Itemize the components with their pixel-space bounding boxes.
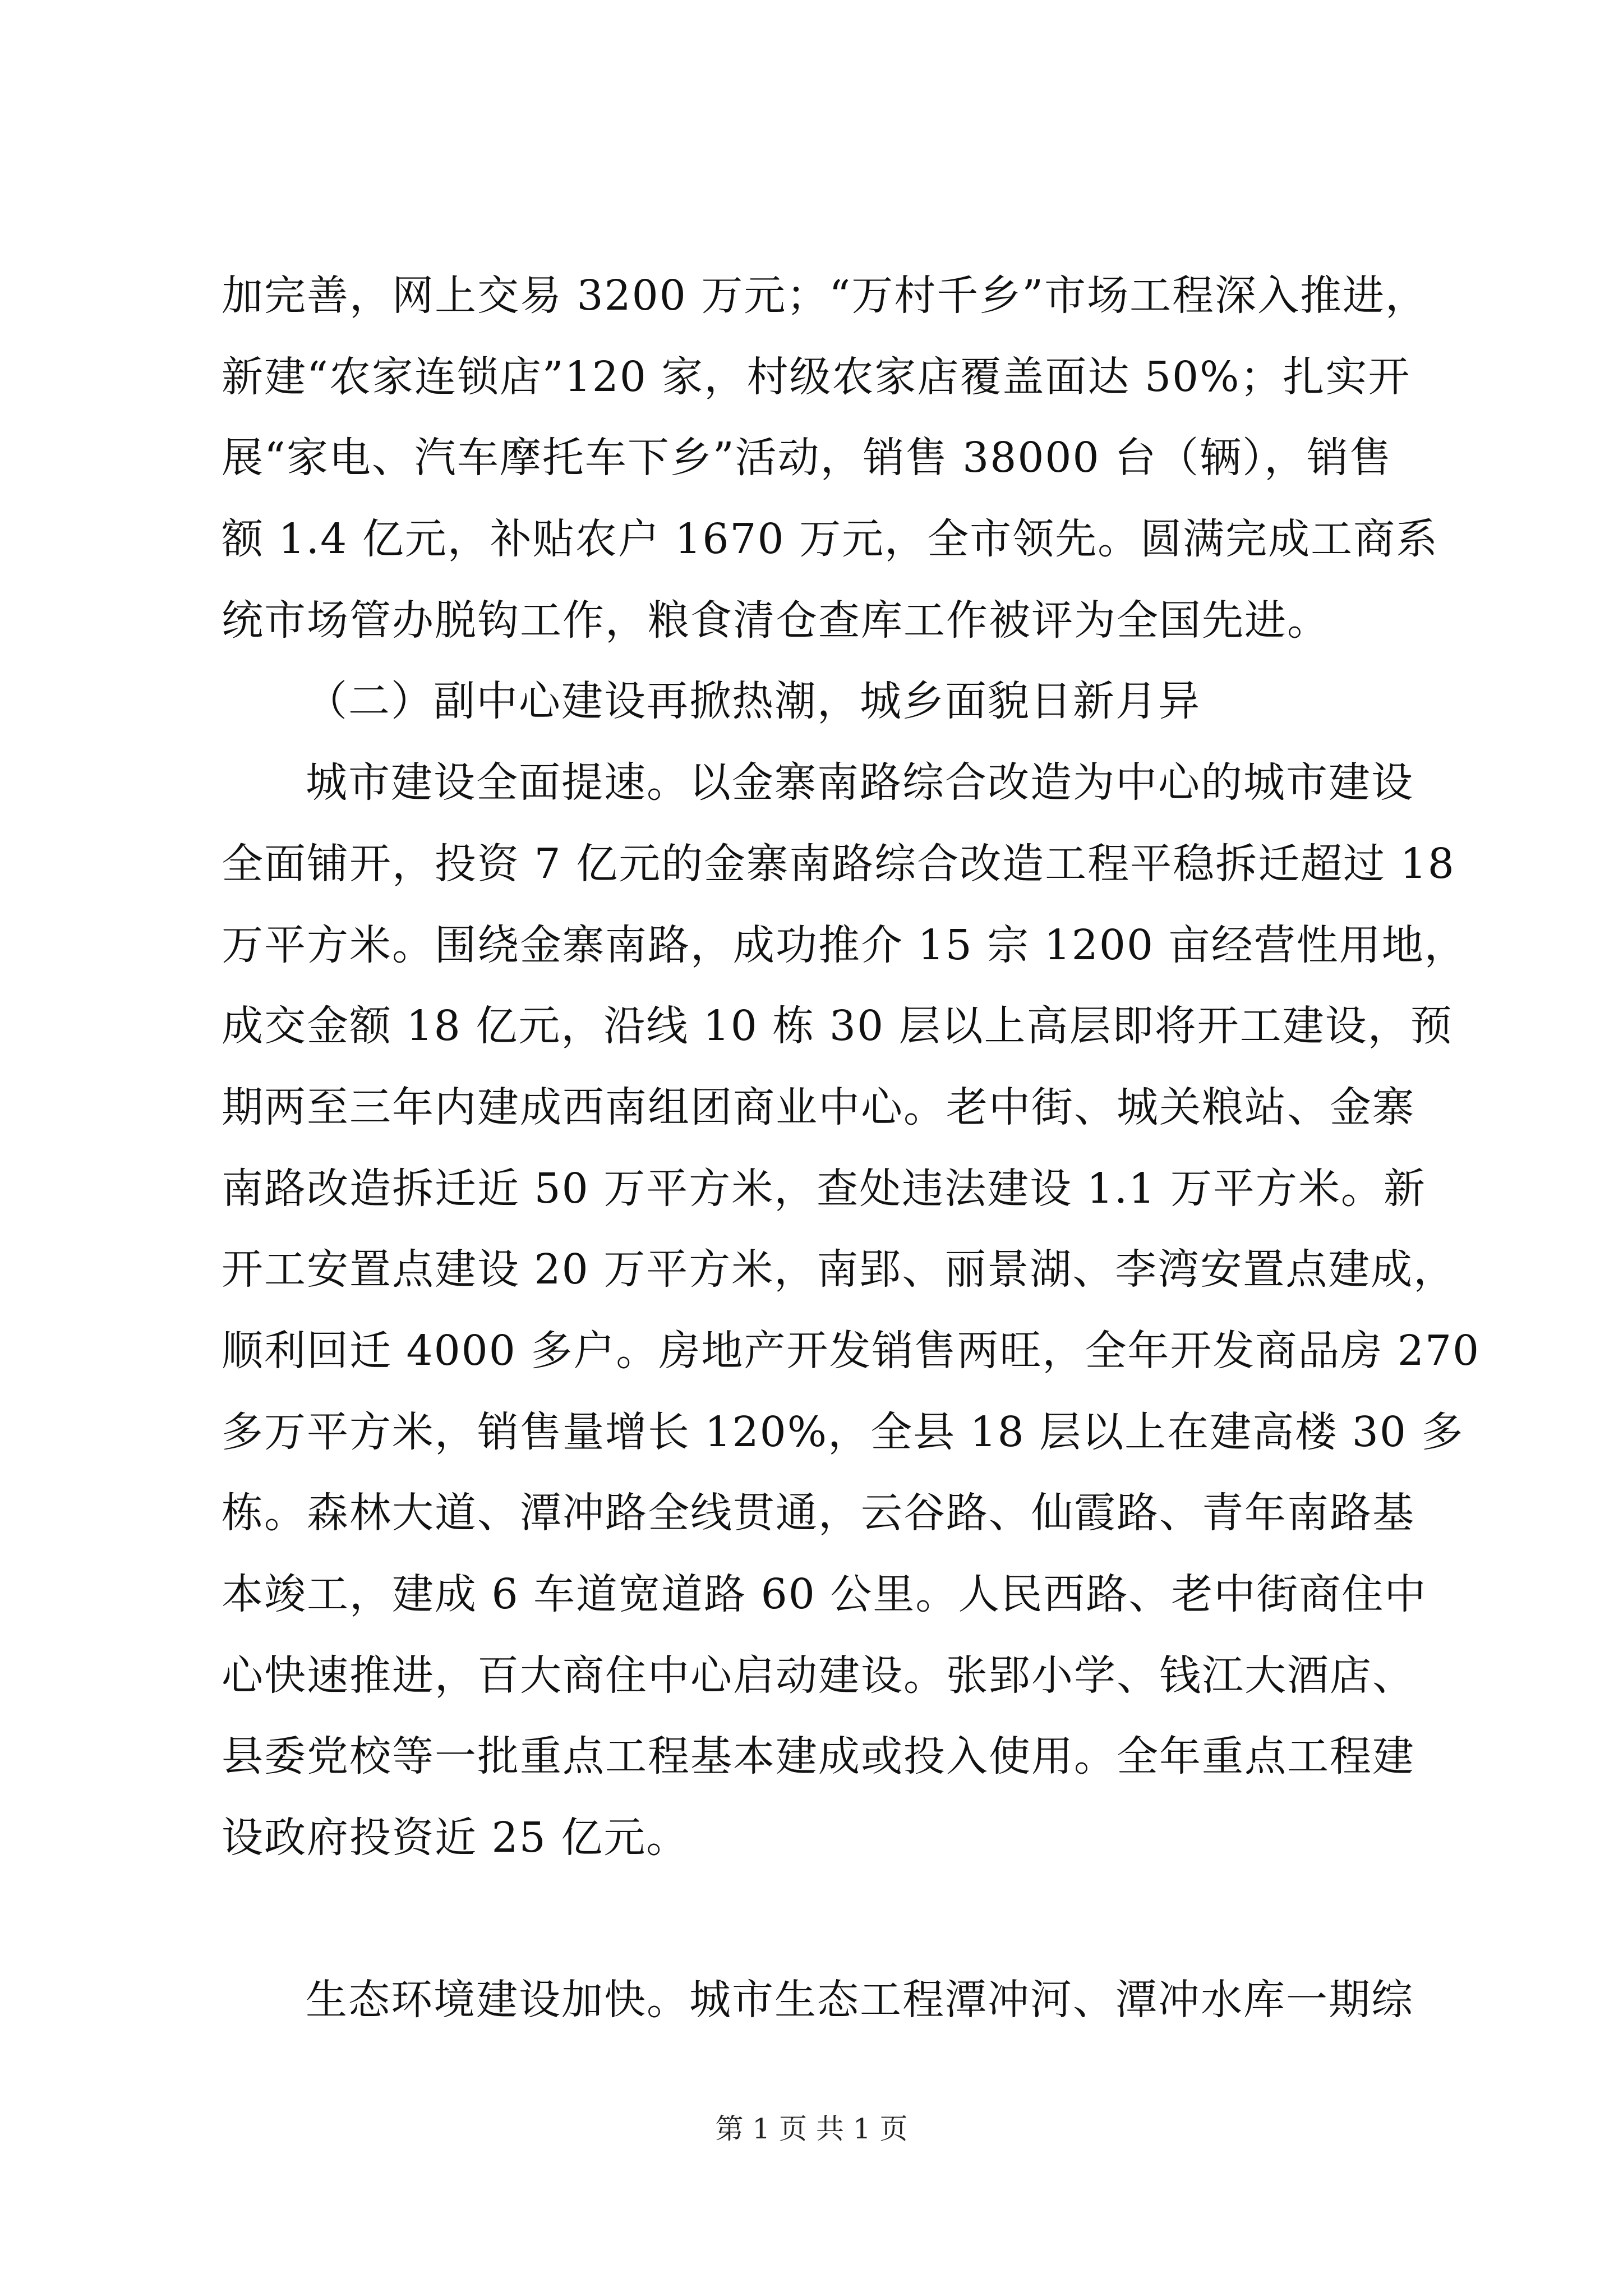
text-line: 心快速推进，百大商住中心启动建设。张郢小学、钱江大酒店、 bbox=[222, 1651, 1415, 1700]
text-line: 额 1.4 亿元，补贴农户 1670 万元，全市领先。圆满完成工商系 bbox=[222, 515, 1439, 564]
blank-line bbox=[222, 1879, 1427, 1960]
text-line: 顺利回迁 4000 多户。房地产开发销售两旺，全年开发商品房 270 bbox=[222, 1326, 1481, 1375]
text-line: 南路改造拆迁近 50 万平方米，查处违法建设 1.1 万平方米。新 bbox=[222, 1164, 1426, 1213]
text-line: 展“家电、汽车摩托车下乡”活动，销售 38000 台（辆），销售 bbox=[222, 434, 1393, 482]
text-line: 期两至三年内建成西南组团商业中心。老中街、城关粮站、金寨 bbox=[222, 1083, 1415, 1131]
text-line: 统市场管办脱钩工作，粮食清仓查库工作被评为全国先进。 bbox=[222, 596, 1330, 645]
text-line: 全面铺开，投资 7 亿元的金寨南路综合改造工程平稳拆迁超过 18 bbox=[222, 839, 1455, 888]
text-line: 县委党校等一批重点工程基本建成或投入使用。全年重点工程建 bbox=[222, 1732, 1415, 1781]
section-heading: （二）副中心建设再掀热潮，城乡面貌日新月异 bbox=[306, 677, 1201, 726]
document-body bbox=[222, 255, 1481, 2041]
text-line: 加完善，网上交易 3200 万元；“万村千乡”市场工程深入推进， bbox=[222, 272, 1428, 320]
text-line: 多万平方米，销售量增长 120%，全县 18 层以上在建高楼 30 多 bbox=[222, 1407, 1464, 1456]
text-line: 开工安置点建设 20 万平方米，南郢、丽景湖、李湾安置点建成， bbox=[222, 1245, 1456, 1294]
text-line: 万平方米。围绕金寨南路，成功推介 15 宗 1200 亩经营性用地， bbox=[222, 921, 1467, 969]
paragraph-start-line: 城市建设全面提速。以金寨南路综合改造为中心的城市建设 bbox=[306, 758, 1414, 807]
paragraph-start-line: 生态环境建设加快。城市生态工程潭冲河、潭冲水库一期综 bbox=[306, 1976, 1414, 2024]
text-line: 成交金额 18 亿元，沿线 10 栋 30 层以上高层即将开工建设，预 bbox=[222, 1002, 1453, 1051]
text-line: 栋。森林大道、潭冲路全线贯通，云谷路、仙霞路、青年南路基 bbox=[222, 1489, 1415, 1538]
text-line: 设政府投资近 25 亿元。 bbox=[222, 1814, 689, 1862]
page-footer: 第 1 页 共 1 页 bbox=[715, 2113, 908, 2145]
text-line: 本竣工，建成 6 车道宽道路 60 公里。人民西路、老中街商住中 bbox=[222, 1570, 1427, 1618]
text-line: 新建“农家连锁店”120 家，村级农家店覆盖面达 50%；扎实开 bbox=[222, 352, 1411, 401]
